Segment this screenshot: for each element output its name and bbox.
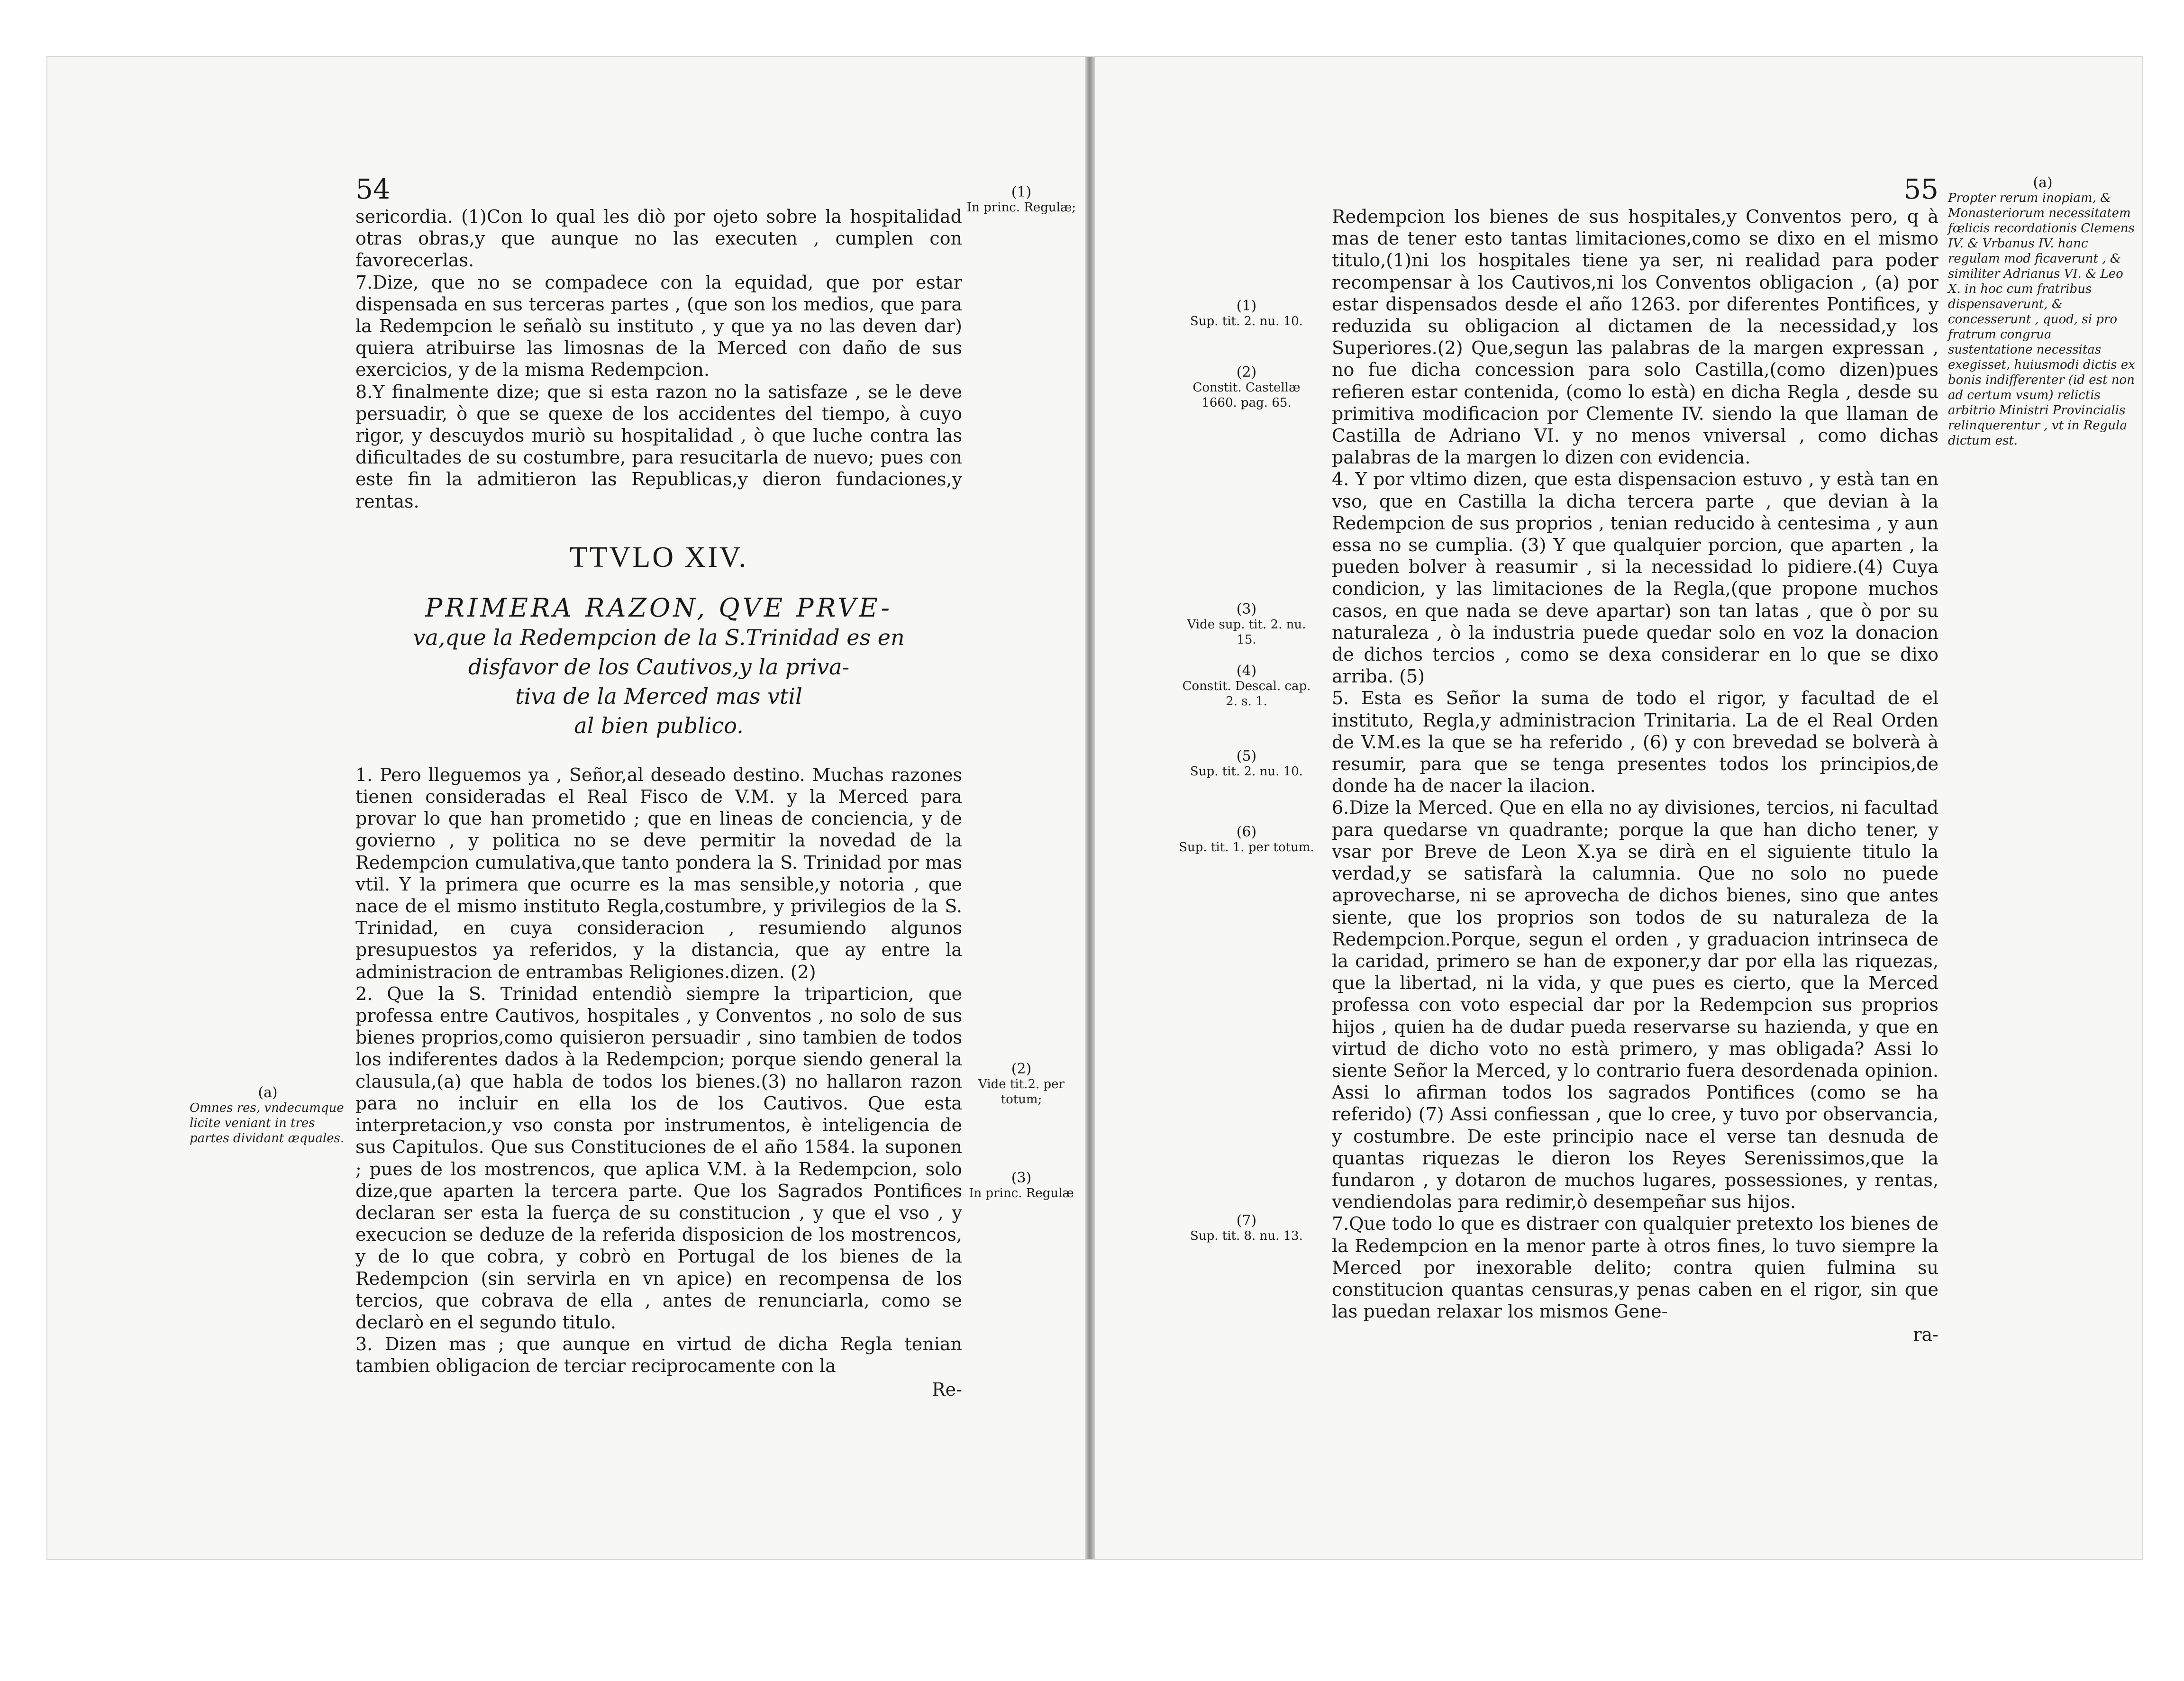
- note-text: Propter rerum inopiam, & Monasteriorum necessitatem fœlicis recordationis Clemens IV. & Vrbanus IV. hanc regulam mod ficaverunt , & similiter Adrianus VI. & Leo X. in hoc cum fratribus dispensaverunt, & concesserunt , quod, si pro fratrum congrua sustentatione necessitas exegisset, huiusmodi dictis ex bonis indifferenter (id est non ad certum vsum) relictis arbitrio Ministri Provincialis relinquerentur , vt in Regula dictum est.: [1948, 191, 2135, 448]
- note-number: (a): [258, 1084, 278, 1101]
- note-text: Sup. tit. 2. nu. 10.: [1190, 314, 1303, 328]
- margin-note: [962, 1062, 1081, 1107]
- paragraph: 2. Que la S. Trinidad entendiò siempre la triparticion, que professa entre Cautivos, hospitales , y Conventos , no solo de sus bienes proprios,como quisieron persuadir , sino tambien de todos los indiferentes dados à la Redempcion; porque siendo general la clausula,(a) que habla de todos los bienes.(3) no hallaron razon para no incluir en ella los de los Cautivos. Que esta interpretacion,y vso consta por instrumentos, è inteligencia de sus Capitulos. Que sus Constituciones de el año 1584. la suponen ; pues de los mostrencos, que aplica V.M. à la Redempcion, solo dize,que aparten la tercera parte. Que los Sagrados Pontifices declaran ser esta la fuerça de su constitucion , y que el vso , y execucion se deduze de la referida disposicion de los mostrencos, y de lo que cobra, y cobrò en Portugal de los bienes de la Redempcion (sin servirla en vn apice) en recompensa de los tercios, que cobrava de ella , antes de renunciarla, como se declarò en el segundo titulo.: [355, 983, 962, 1333]
- margin-note: [1175, 1213, 1318, 1244]
- paragraph: 5. Esta es Señor la suma de todo el rigor, y facultad de el instituto, Regla,y administracion Trinitaria. La de el Real Orden de V.M.es la que se ha referido , (6) y con brevedad se bolverà à resumir, para que se tenga presentes todos los principios,de donde ha de nacer la ilacion.: [1332, 688, 1938, 797]
- right-main-column: [1332, 175, 1938, 1345]
- note-text: Vide sup. tit. 2. nu. 15.: [1187, 618, 1306, 647]
- note-number: (7): [1236, 1212, 1257, 1229]
- heading-line: PRIMERA RAZON, QVE PRVE-: [425, 592, 892, 623]
- note-number: (a): [2033, 174, 2053, 191]
- margin-note: [1175, 602, 1318, 647]
- margin-note: [962, 185, 1081, 215]
- note-number: (1): [1236, 298, 1257, 314]
- margin-note: [1175, 749, 1318, 779]
- paragraph: 4. Y por vltimo dizen, que esta dispensacion estuvo , y està tan en vso, que en Castilla la dicha tercera parte , que devian à la Redempcion de sus proprios , tenian reducido à centesima , y aun essa no se cumplia. (3) Y que qualquier porcion, que aparten , la pueden bolver à reasumir , si la necessidad lo pidiere.(4) Cuya condicion, y las limitaciones de la Regla,(que propone muchos casos, en que nada se deve apartar) son tan latas , que ò por su naturaleza , ò la industria puede quedar solo en voz la donacion de dichos tercios , como se dexa considerar en lo que se dixo arriba. (5): [1332, 469, 1938, 687]
- paragraph: 7.Que todo lo que es distraer con qualquier pretexto los bienes de la Redempcion en la menor parte à otros fines, lo tuvo siempre la Merced por inexorable delito; contra quien fulmina su constitucion quantas censuras,y penas caben en el rigor, sin que las puedan relaxar los mismos Gene-: [1332, 1213, 1938, 1322]
- margin-note: [1175, 365, 1318, 410]
- book-spread: [47, 57, 2142, 1559]
- note-number: (3): [1011, 1170, 1032, 1186]
- note-number: (4): [1236, 663, 1257, 679]
- note-text: In princ. Regulæ;: [966, 200, 1076, 215]
- paragraph: sericordia. (1)Con lo qual les diò por ojeto sobre la hospitalidad otras obras,y que aunque no las executen , cumplen con favorecerlas.: [355, 206, 962, 271]
- note-number: (2): [1011, 1061, 1032, 1077]
- note-text: Constit. Castellæ 1660. pag. 65.: [1192, 381, 1301, 410]
- note-text: Sup. tit. 2. nu. 10.: [1190, 764, 1303, 779]
- margin-note: [962, 1171, 1081, 1201]
- note-text: Constit. Descal. cap. 2. s. 1.: [1182, 679, 1311, 709]
- note-number: (6): [1236, 824, 1257, 840]
- note-text: Sup. tit. 8. nu. 13.: [1190, 1229, 1303, 1243]
- page-number: 54: [355, 173, 391, 205]
- margin-note: [1175, 299, 1318, 329]
- chapter-heading: [355, 593, 962, 740]
- catchword: Re-: [932, 1379, 962, 1400]
- right-page: [1095, 57, 2142, 1559]
- catchword: ra-: [1913, 1324, 1938, 1345]
- margin-note: [1175, 825, 1318, 855]
- paragraph: Redempcion los bienes de sus hospitales,y Conventos pero, q à mas de tener esto tantas limitaciones,como se dixo en el mismo titulo,(1)ni los hospitales tiene ya ser, ni realidad para poder recompensar à los Cautivos,ni los Conventos obligacion , (a) por estar dispensados desde el año 1263. por diferentes Pontifices, y reduzida su obligacion al dictamen de la necessidad,y los Superiores.(2) Que,segun las palabras de la margen expressan , no fue dicha concession para solo Castilla,(como dizen)pues refieren estar contenida, (como lo està) en dicha Regla , desde su primitiva modificacion por Clemente IV. siendo la que llaman de Castilla de Adriano VI. y no menos vniversal , como dichas palabras de la margen lo dizen con evidencia.: [1332, 206, 1938, 468]
- note-text: In princ. Regulæ: [969, 1186, 1074, 1200]
- note-number: (3): [1236, 601, 1257, 618]
- paragraph: 3. Dizen mas ; que aunque en virtud de dicha Regla tenian tambien obligacion de terciar reciprocamente con la: [355, 1334, 962, 1377]
- heading-line: al bien publico.: [574, 712, 744, 738]
- left-page: [47, 57, 1085, 1559]
- note-text: Vide tit.2. per totum;: [978, 1077, 1065, 1107]
- book-gutter: [1085, 57, 1095, 1559]
- heading-line: tiva de la Merced mas vtil: [515, 683, 802, 709]
- note-number: (2): [1236, 364, 1257, 381]
- note-number: (1): [1011, 184, 1032, 200]
- page-number: 55: [1903, 173, 1938, 205]
- paragraph: 8.Y finalmente dize; que si esta razon no la satisfaze , se le deve persuadir, ò que se quexe de los accidentes del tiempo, à cuyo rigor, y descuydos muriò su hospitalidad , ò que luche contra las dificultades de su costumbre, para resucitarla de nuevo; pues con este fin la admitieron las Republicas,y dieron fundaciones,y rentas.: [355, 381, 962, 512]
- chapter-title: TTVLO XIV.: [569, 541, 748, 573]
- side-note: [1948, 175, 2138, 448]
- paragraph: 1. Pero lleguemos ya , Señor,al deseado destino. Muchas razones tienen consideradas el Real Fisco de V.M. y la Merced para provar lo que han prometido ; que en lineas de conciencia, y de govierno , y politica no se deve permitir la novedad de la Redempcion cumulativa,que tanto pondera la S. Trinidad por mas vtil. Y la primera que ocurre es la mas sensible,y notoria , que nace de el mismo instituto Regla,costumbre, y privilegios de la S. Trinidad, en cuya consideracion , resumiendo algunos presupuestos ya referidos, y la distancia, que ay entre la administracion de entrambas Religiones.dizen. (2): [355, 764, 962, 982]
- margin-note: [1175, 663, 1318, 709]
- note-number: (5): [1236, 748, 1257, 764]
- paragraph: 7.Dize, que no se compadece con la equidad, que por estar dispensada en sus terceras partes , (que son los medios, que para la Redempcion le señalò su instituto , y que ya no las deven dar) quiera atribuirse las limosnas de la Merced con daño de sus exercicios, y de la misma Redempcion.: [355, 272, 962, 381]
- left-main-column: [355, 175, 962, 1400]
- note-text: Sup. tit. 1. per totum.: [1179, 840, 1314, 854]
- margin-note: [190, 1085, 346, 1146]
- heading-line: va,que la Redempcion de la S.Trinidad es en: [413, 624, 905, 650]
- note-text: Omnes res, vndecumque licite veniant in tres partes dividant æquales.: [190, 1101, 345, 1145]
- paragraph: 6.Dize la Merced. Que en ella no ay divisiones, tercios, ni facultad para quedarse vn quadrante; porque la que han dicho tener, y vsar por Breve de Leon X.ya se dirà en el siguiente titulo la verdad,y se satisfarà la calumnia. Que no solo no puede aprovecharse, ni se aprovecha de dichos bienes, sino que antes siente, que los proprios son todos de su naturaleza de la Redempcion.Porque, segun el orden , y graduacion intrinseca de la caridad, primero se han de exponer,y dar por ella las riquezas, que la libertad, ni la vida, y que pues es cierto, que la Merced professa con voto especial dar por la Redempcion sus proprios hijos , quien ha de dudar pueda reservarse su hazienda, y que en virtud de dicho voto no està primero, y mas obligada? Assi lo siente Señor la Merced, y lo contrario fuera desordenada opinion. Assi lo afirman todos los sagrados Pontifices (como se ha referido) (7) Assi confiessan , que lo cree, y tuvo por observancia, y costumbre. De este principio nace el verse tan desnuda de quantas riquezas le dieron los Reyes Serenissimos,que la fundaron , y dotaron de muchos lugares, possessiones, y rentas, vendiendolas para redimir,ò desempeñar sus hijos.: [1332, 797, 1938, 1213]
- heading-line: disfavor de los Cautivos,y la priva-: [468, 654, 850, 680]
